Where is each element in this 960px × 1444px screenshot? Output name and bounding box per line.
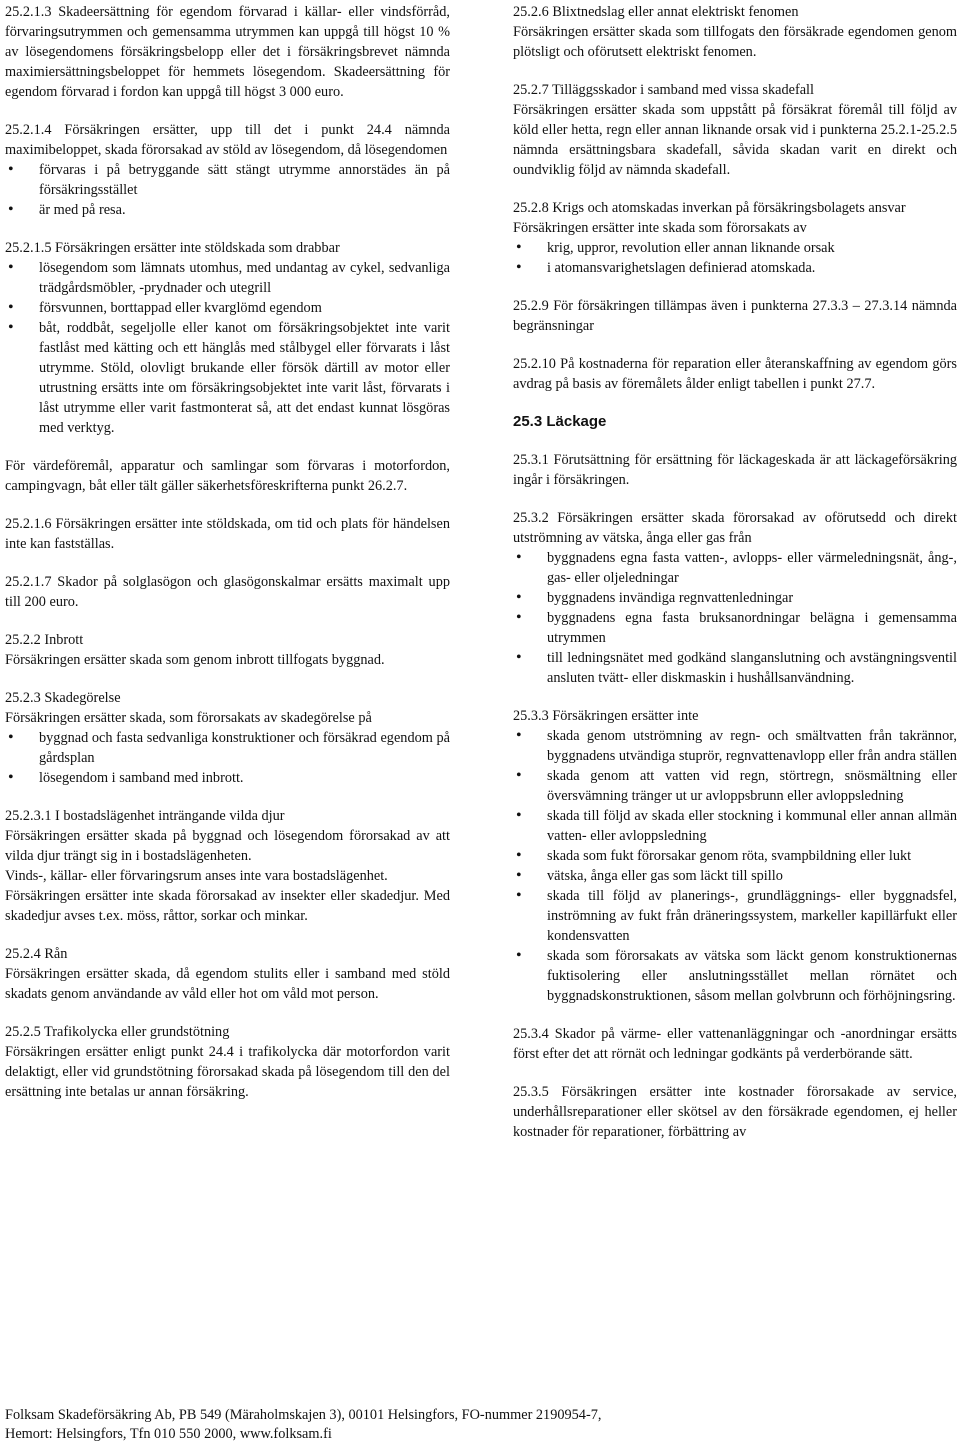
clause-continuation: Försäkringen ersätter skada som genom inbrott tillfogats byggnad. (5, 652, 385, 668)
bullet-item: • båt, roddbåt, segeljolle eller kanot om försäkringsobjektet inte varit fastlåst med kätting och ett hänglås med stålbygel eller förvarats i låst utrymme. Stöld, olovligt brukande eller försök därtill av motor eller utrustning ersätts inte om försäkringsobjektet inte varit låst, förvarats i låst utrymme eller varit fastmonterat så, att det endast kunnat lösgöras med verktyg. (5, 318, 450, 438)
bullet-item: • byggnad och fasta sedvanliga konstruktioner och försäkrad egendom på gårdsplan (5, 728, 450, 768)
bullet-item: • lösegendom i samband med inbrott. (5, 768, 450, 788)
bullet-list (5, 728, 450, 788)
bullet-list (513, 726, 957, 1006)
clause-continuation: Försäkringen ersätter inte skada förorsakad av insekter eller skadedjur. Med skadedjur avses t.ex. möss, råttor, sorkar och minkar. (5, 888, 450, 924)
clause-block (5, 1022, 450, 1102)
bullet-list (513, 238, 957, 278)
clause-block (513, 508, 957, 688)
right-column (513, 2, 957, 1160)
bullet-item: • förvaras i på betryggande sätt stängt utrymme annorstädes än på försäkringsstället (5, 160, 450, 200)
bullet-list (5, 258, 450, 438)
clause-text: 25.2.2 Inbrott (5, 632, 84, 648)
clause-continuation: Försäkringen ersätter skada, som förorsakats av skadegörelse på (5, 710, 372, 726)
clause-block (5, 514, 450, 554)
bullet-item: • krig, uppror, revolution eller annan liknande orsak (513, 238, 957, 258)
clause-text: 25.2.7 Tilläggsskador i samband med vissa skadefall (513, 82, 815, 98)
clause-text: 25.3.3 Försäkringen ersätter inte (513, 708, 699, 724)
clause-block (5, 120, 450, 220)
clause-text: 25.2.1.5 Försäkringen ersätter inte stöldskada som drabbar (5, 240, 340, 256)
clause-text: 25.3.5 Försäkringen ersätter inte kostnader förorsakade av service, underhållsreparationer eller skötsel av den försäkrade egendomen, ej heller kostnader för reparationer, förbättring av (513, 1084, 957, 1140)
bullet-item: • skada genom att vatten vid regn, störtregn, snösmältning eller översvämning tränger ut ur avloppsbrunn eller avloppsledning (513, 766, 957, 806)
bullet-item: • är med på resa. (5, 200, 450, 220)
bullet-item: • skada som fukt förorsakar genom röta, svampbildning eller lukt (513, 846, 957, 866)
footer-line-1: Folksam Skadeförsäkring Ab, PB 549 (Märaholmskajen 3), 00101 Helsingfors, FO-nummer 2190954-7, (5, 1407, 602, 1423)
clause-text: 25.2.1.3 Skadeersättning för egendom förvarad i källar- eller vindsförråd, förvaringsutrymmen och gemensamma utrymmen kan uppgå till högst 10 % av lösegendomens försäkringsbelopp eller det i försäkringsbrevet nämnda maximiersättningsbeloppet för hemmets lösegendom. Skadeersättning för egendom förvarad i fordon kan uppgå till högst 3 000 euro. (5, 4, 450, 100)
clause-text: 25.3.2 Försäkringen ersätter skada förorsakad av oförutsedd och direkt utströmning av vätska, ånga eller gas från (513, 510, 957, 546)
bullet-list (513, 548, 957, 688)
clause-block (513, 706, 957, 1006)
bullet-item: • lösegendom som lämnats utomhus, med undantag av cykel, sedvanliga trädgårdsmöbler, -prydnader och utegrill (5, 258, 450, 298)
clause-block (513, 80, 957, 180)
section-heading: 25.3 Läckage (513, 413, 607, 430)
clause-block (513, 1024, 957, 1064)
clause-text: 25.2.3.1 I bostadslägenhet inträngande vilda djur (5, 808, 285, 824)
clause-continuation: Försäkringen ersätter enligt punkt 24.4 i trafikolycka där motorfordon varit delaktigt, eller vid grundstötning förorsakad skada på lösegendom till den del ersättning inte betalas ur annan försäkring. (5, 1044, 450, 1100)
clause-block (5, 630, 450, 670)
clause-text: 25.3.4 Skador på värme- eller vattenanläggningar och -anordningar ersätts först efter det att rörnät och ledningar godkänts på verderbörande sätt. (513, 1026, 957, 1062)
bullet-item: • byggnadens invändiga regnvattenledningar (513, 588, 957, 608)
clause-text: 25.2.8 Krigs och atomskadas inverkan på försäkringsbolagets ansvar (513, 200, 906, 216)
page-footer (5, 1406, 945, 1444)
clause-text: 25.2.3 Skadegörelse (5, 690, 121, 706)
clause-text: 25.2.6 Blixtnedslag eller annat elektriskt fenomen (513, 4, 799, 20)
clause-block (5, 688, 450, 788)
clause-block (5, 456, 450, 496)
bullet-item: • byggnadens egna fasta vatten-, avlopps- eller värmeledningsnät, ång-, gas- eller oljeledningar (513, 548, 957, 588)
clause-block (513, 2, 957, 62)
clause-continuation: Försäkringen ersätter inte skada som förorsakats av (513, 220, 807, 236)
clause-text: 25.2.10 På kostnaderna för reparation eller återanskaffning av egendom görs avdrag på basis av föremålets ålder enligt tabellen i punkt 27.7. (513, 356, 957, 392)
clause-text: För värdeföremål, apparatur och samlingar som förvaras i motorfordon, campingvagn, båt eller tält gäller säkerhetsföreskrifterna punkt 26.2.7. (5, 458, 450, 494)
clause-block (5, 944, 450, 1004)
bullet-item: • i atomansvarighetslagen definierad atomskada. (513, 258, 957, 278)
clause-block (513, 198, 957, 278)
bullet-item: • vätska, ånga eller gas som läckt till spillo (513, 866, 957, 886)
clause-block (5, 2, 450, 102)
bullet-item: • försvunnen, borttappad eller kvarglömd egendom (5, 298, 450, 318)
clause-text: 25.2.5 Trafikolycka eller grundstötning (5, 1024, 230, 1040)
clause-text: 25.2.1.7 Skador på solglasögon och glasögonskalmar ersätts maximalt upp till 200 euro. (5, 574, 450, 610)
left-column (5, 2, 450, 1120)
clause-block (5, 806, 450, 926)
clause-block (513, 354, 957, 394)
clause-block (5, 238, 450, 438)
bullet-item: • skada till följd av skada eller stockning i kommunal eller annan allmän vatten- eller avloppsledning (513, 806, 957, 846)
clause-text: 25.3.1 Förutsättning för ersättning för läckageskada är att läckageförsäkring ingår i försäkringen. (513, 452, 957, 488)
clause-text: 25.2.4 Rån (5, 946, 68, 962)
bullet-item: • skada som förorsakats av vätska som läckt genom konstruktionernas fuktisolering eller anslutningsstället mellan rörnätet och byggnadskonstruktionen, såsom mellan golvbrunn och förhöjningsring. (513, 946, 957, 1006)
bullet-item: • skada till följd av planerings-, grundläggnings- eller byggnadsfel, inströmning av fukt från dräneringssystem, markeller kapillärfukt eller kondensvatten (513, 886, 957, 946)
clause-continuation: Vinds-, källar- eller förvaringsrum anses inte vara bostadslägenhet. (5, 868, 388, 884)
clause-text: 25.2.1.4 Försäkringen ersätter, upp till det i punkt 24.4 nämnda maximibeloppet, skada förorsakad av stöld av lösegendom, då lösegendomen (5, 122, 450, 158)
bullet-item: • till ledningsnätet med godkänd slanganslutning och avstängningsventil ansluten tvätt- eller diskmaskin i hushållsanvändning. (513, 648, 957, 688)
bullet-item: • skada genom utströmning av regn- och smältvatten från takrännor, byggnadens utvändiga stuprör, regnvattenavlopp eller från andra ställen (513, 726, 957, 766)
clause-block (513, 296, 957, 336)
clause-text: 25.2.9 För försäkringen tillämpas även i punkterna 27.3.3 – 27.3.14 nämnda begränsningar (513, 298, 957, 334)
bullet-item: • byggnadens egna fasta bruksanordningar belägna i gemensamma utrymmen (513, 608, 957, 648)
clause-continuation: Försäkringen ersätter skada, då egendom stulits eller i samband med stöld skadats genom användande av våld eller hot om våld mot person. (5, 966, 450, 1002)
footer-line-2: Hemort: Helsingfors, Tfn 010 550 2000, www.folksam.fi (5, 1426, 332, 1442)
clause-continuation: Försäkringen ersätter skada som tillfogats den försäkrade egendomen genom plötsligt och oförutsett elektriskt fenomen. (513, 24, 957, 60)
bullet-list (5, 160, 450, 220)
clause-continuation: Försäkringen ersätter skada på byggnad och lösegendom förorsakad av att vilda djur trängt sig in i bostadslägenheten. (5, 828, 450, 864)
clause-text: 25.2.1.6 Försäkringen ersätter inte stöldskada, om tid och plats för händelsen inte kan fastställas. (5, 516, 450, 552)
clause-block (513, 450, 957, 490)
clause-block (5, 572, 450, 612)
clause-block (513, 1082, 957, 1142)
clause-continuation: Försäkringen ersätter skada som uppstått på försäkrat föremål till följd av köld eller hetta, regn eller annan liknande orsak vid i punkterna 25.2.1-25.2.5 nämnda ersättningsbara skadefall, såvida skadan varit en direkt och oundviklig följd av nämnda skadefall. (513, 102, 957, 178)
